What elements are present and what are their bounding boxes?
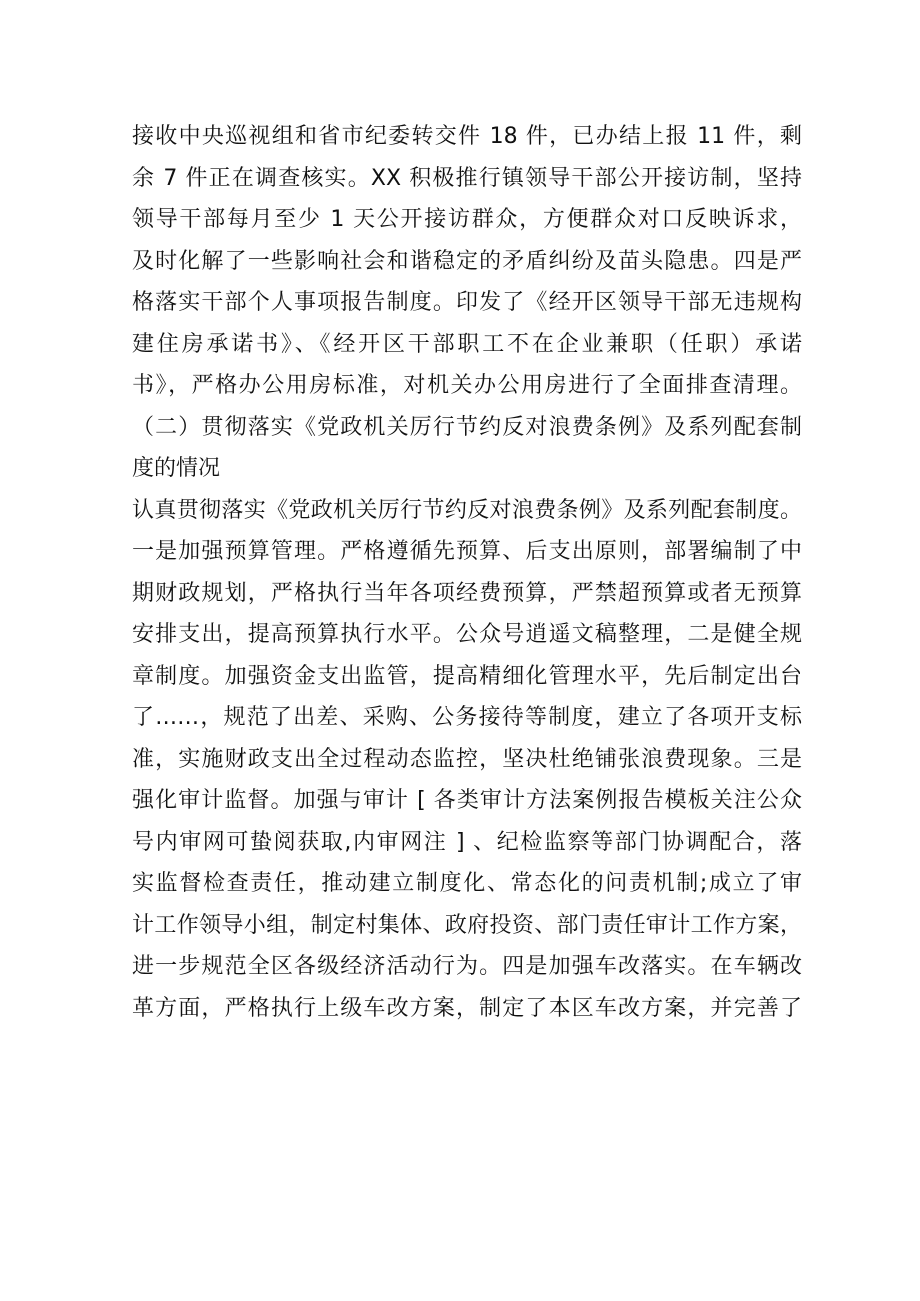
text-line: 期财政规划，严格执行当年各项经费预算，严禁超预算或者无预算 [132,580,802,606]
text-line: 号内审网可蛰阅获取,内审网注 ] 、纪检监察等部门协调配合，落 [132,829,802,855]
text-line: 接收中央巡视组和省市纪委转交件 18 件，已办结上报 11 件，剩 [132,124,802,149]
text-line: 革方面，严格执行上级车改方案，制定了本区车改方案，并完善了 [132,995,802,1021]
section-heading-line: （二）贯彻落实《党政机关厉行节约反对浪费条例》及系列配套制 [132,414,802,440]
text-line: 建住房承诺书》、《经开区干部职工不在企业兼职（任职）承诺 [132,331,802,357]
text-line: 计工作领导小组，制定村集体、政府投资、部门责任审计工作方案， [132,912,802,938]
text-line: 强化审计监督。加强与审计 [ 各类审计方法案例报告模板关注公众 [132,788,802,813]
text-line: 认真贯彻落实《党政机关厉行节约反对浪费条例》及系列配套制度。 [132,497,802,523]
text-line: 及时化解了一些影响社会和谐稳定的矛盾纠纷及苗头隐患。四是严 [132,248,802,274]
section-heading-line: 度的情况 [132,456,221,481]
text-line: 安排支出，提高预算执行水平。公众号逍遥文稿整理，二是健全规 [132,622,802,647]
text-line: 书》，严格办公用房标准，对机关办公用房进行了全面排查清理。 [132,373,802,398]
document-body [132,116,802,1029]
text-line: 实监督检查责任，推动建立制度化、常态化的问责机制;成立了审 [132,871,802,896]
text-line: 格落实干部个人事项报告制度。印发了《经开区领导干部无违规构 [132,290,802,315]
text-line: 进一步规范全区各级经济活动行为。四是加强车改落实。在车辆改 [132,954,802,979]
text-line: 领导干部每月至少 1 天公开接访群众，方便群众对口反映诉求， [132,207,802,232]
text-line: 了……，规范了出差、采购、公务接待等制度，建立了各项开支标 [132,705,802,730]
text-line: 章制度。加强资金支出监管，提高精细化管理水平，先后制定出台 [132,663,802,689]
text-line: 余 7 件正在调查核实。XX 积极推行镇领导干部公开接访制，坚持 [132,165,802,191]
text-line: 一是加强预算管理。严格遵循先预算、后支出原则，部署编制了中 [132,539,802,564]
text-line: 准，实施财政支出全过程动态监控，坚决杜绝铺张浪费现象。三是 [132,746,802,772]
